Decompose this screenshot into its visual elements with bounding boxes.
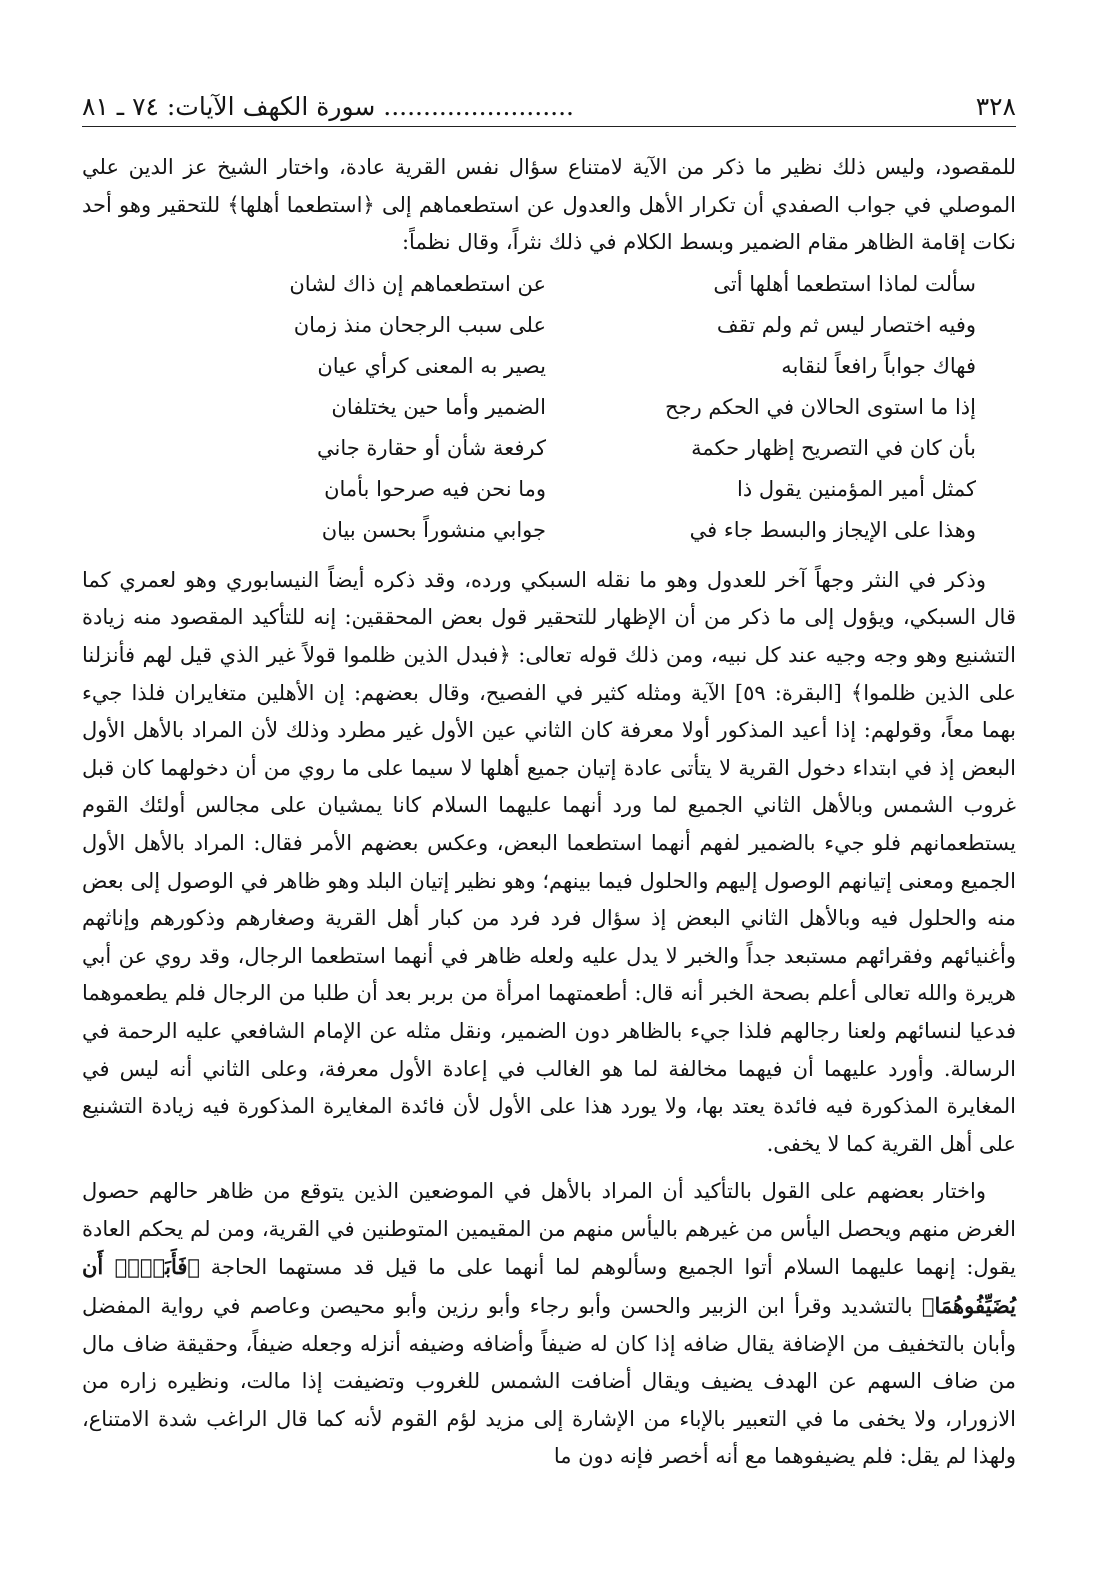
- paragraph-1: للمقصود، وليس ذلك نظير ما ذكر من الآية لامتناع سؤال نفس القرية عادة، واختار الشيخ عز الدين علي الموصلي في جواب الصفدي أن تكرار الأهل والعدول عن استطعماهم إلى ﴿استطعما أهلها﴾ للتحقير وهو أحد نكات إقامة الظاهر مقام الضمير وبسط الكلام في ذلك نثراً، وقال نظماً:: [82, 155, 1016, 255]
- running-header: [82, 86, 1016, 127]
- poem-verse-1-first-hemistich: سألت لماذا استطعما أهلها أتى: [713, 271, 976, 296]
- poem-verse-4-second-hemistich: الضمير وأما حين يختلفان: [331, 394, 546, 419]
- poem-verse-2-first-hemistich: وفيه اختصار ليس ثم ولم تقف: [716, 312, 976, 337]
- poem-verse-1-second-hemistich: عن استطعماهم إن ذاك لشان: [289, 271, 546, 296]
- poem-verse-4-first-hemistich: إذا ما استوى الحالان في الحكم رجح: [665, 394, 976, 419]
- running-title: ........................ سورة الكهف الآيات: ٧٤ ـ ٨١: [82, 92, 574, 121]
- poem-verse-6-second-hemistich: وما نحن فيه صرحوا بأمان: [324, 476, 546, 501]
- quran-quote: ﴿فَأَبَوۡا۟ أَن يُضَيِّفُوهُمَا﴾: [82, 1254, 1016, 1319]
- paragraph-3-text-after: بالتشديد وقرأ ابن الزبير والحسن وأبو رجاء وأبو رزين وأبو محيصن وعاصم في رواية المفضل وأبان بالتخفيف من الإضافة يقال ضافه إذا كان له ضيفاً وأضافه وضيفه أنزله وجعله ضيفاً، وحقيقة ضاف مال من ضاف السهم عن الهدف يضيف ويقال أضافت الشمس للغروب وتضيفت إذا مالت، ونظيره زاره من الازورار، ولا يخفى ما في التعبير بالإباء من الإشارة إلى مزيد لؤم القوم لأنه كما قال الراغب شدة الامتناع، ولهذا لم يقل: فلم يضيفوهما مع أنه أخصر فإنه دون ما: [82, 1294, 1016, 1469]
- poem-verse-7-first-hemistich: وهذا على الإيجاز والبسط جاء في: [689, 517, 976, 542]
- paragraph-3-text-before: واختار بعضهم على القول بالتأكيد أن المراد بالأهل في الموضعين الذين يتوقع من ظاهر حالهم حصول الغرض منهم ويحصل اليأس من غيرهم باليأس منهم من المقيمين المتوطنين في القرية، ومن لم يحكم العادة يقول: إنهما عليهما السلام أتوا الجميع وسألوهم لما أنهما على ما قيل قد مستهما الحاجة: [82, 1179, 1016, 1280]
- page-number: ٣٢٨: [975, 92, 1016, 121]
- poem-verse-5-first-hemistich: بأن كان في التصريح إظهار حكمة: [691, 435, 976, 460]
- poem-verse-7-second-hemistich: جوابي منشوراً بحسن بيان: [321, 517, 546, 542]
- paragraph-2: وذكر في النثر وجهاً آخر للعدول وهو ما نقله السبكي ورده، وقد ذكره أيضاً النيسابوري وهو لعمري كما قال السبكي، ويؤول إلى ما ذكر من أن الإظهار للتحقير قول بعض المحققين: إنه للتأكيد المقصود منه زيادة التشنيع وهو وجه وجيه عند كل نبيه، ومن ذلك قوله تعالى: ﴿فبدل الذين ظلموا قولاً غير الذي قيل لهم فأنزلنا على الذين ظلموا﴾ [البقرة: ٥٩] الآية ومثله كثير في الفصيح، وقال بعضهم: إن الأهلين متغايران فلذا جيء بهما معاً، وقولهم: إذا أعيد المذكور أولا معرفة كان الثاني عين الأول غير مطرد وذلك لأن المراد بالأهل الأول البعض إذ في ابتداء دخول القرية لا يتأتى عادة إتيان جميع أهلها لا سيما على ما روي من أن دخولهما كان قبل غروب الشمس وبالأهل الثاني الجميع لما ورد أنهما عليهما السلام كانا يمشيان على مجالس أولئك القوم يستطعمانهم فلو جيء بالضمير لفهم أنهما استطعما البعض، وعكس بعضهم الأمر فقال: المراد بالأهل الأول الجميع ومعنى إتيانهم الوصول إليهم والحلول فيما بينهم؛ وهو نظير إتيان البلد وهو ظاهر في الوصول إلى بعض منه والحلول فيه وبالأهل الثاني البعض إذ سؤال فرد فرد من كبار أهل القرية وصغارهم وذكورهم وإناثهم وأغنيائهم وفقرائهم مستبعد جداً والخبر لا يدل عليه ولعله ظاهر في أنهما استطعما الرجال، وقد روي عن أبي هريرة والله تعالى أعلم بصحة الخبر أنه قال: أطعمتهما امرأة من بربر بعد أن طلبا من الرجال فلم يطعموهما فدعيا لنسائهم ولعنا رجالهم فلذا جيء بالظاهر دون الضمير، ونقل مثله عن الإمام الشافعي عليه الرحمة في الرسالة. وأورد عليهما أن فيهما مخالفة لما هو الغالب في إعادة الأول معرفة، وعلى الثاني أنه ليس في المغايرة المذكورة فيه فائدة يعتد بها، ولا يورد هذا على الأول لأن فائدة المغايرة المذكورة فيه زيادة التشنيع على أهل القرية كما لا يخفى.: [82, 567, 1016, 1156]
- poem-verse-5-second-hemistich: كرفعة شأن أو حقارة جاني: [317, 435, 546, 460]
- poem-verse-3-second-hemistich: يصير به المعنى كرأي عيان: [317, 353, 546, 378]
- paragraph-3: [82, 1173, 1016, 1476]
- main-text: [82, 149, 1016, 1476]
- poem-verse-2-second-hemistich: على سبب الرجحان منذ زمان: [293, 312, 546, 337]
- poem-verse-6-first-hemistich: كمثل أمير المؤمنين يقول ذا: [737, 476, 976, 501]
- poem: [82, 266, 1016, 558]
- poem-verse-3-first-hemistich: فهاك جواباً رافعاً لنقابه: [781, 353, 976, 378]
